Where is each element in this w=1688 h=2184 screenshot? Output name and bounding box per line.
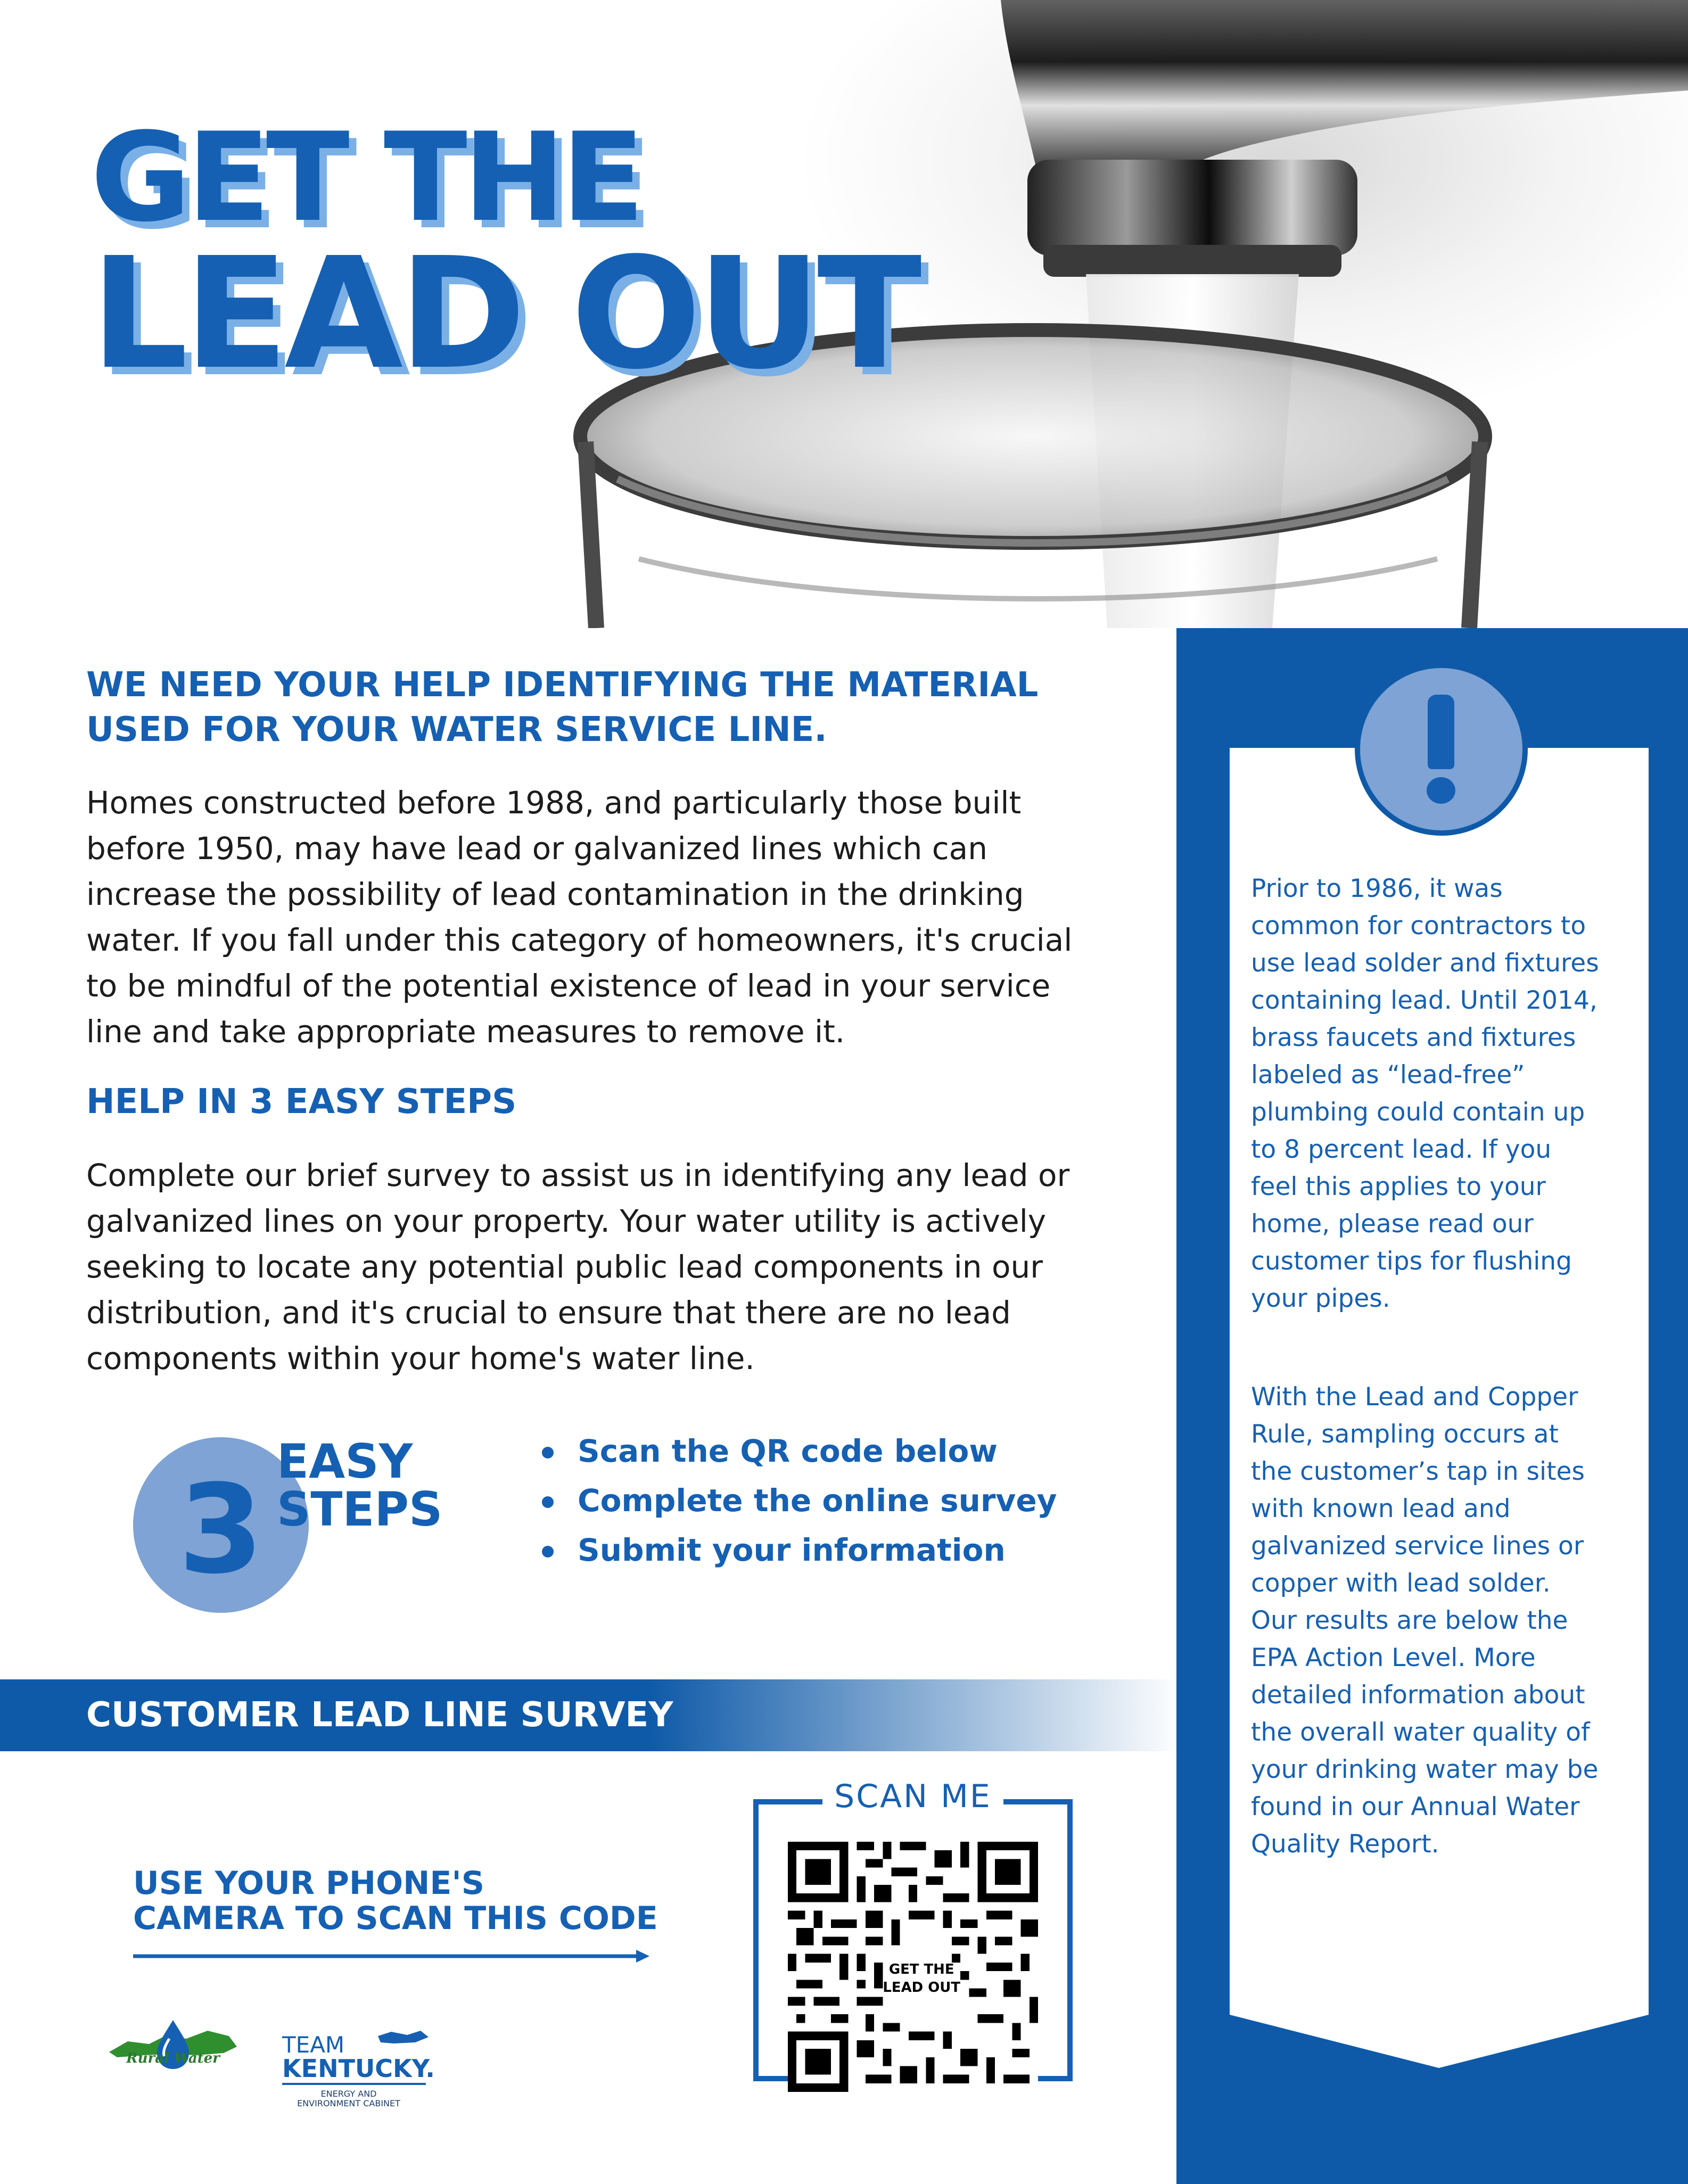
qr-logo-text: GET THE [888, 1961, 954, 1977]
lead-history-note [1251, 870, 1640, 1317]
note-line: brass faucets and fixtures [1251, 1023, 1576, 1052]
note-line: EPA Action Level. More [1251, 1643, 1536, 1672]
note-line: feel this applies to your [1251, 1172, 1546, 1201]
steps-word-easy: EASY [277, 1434, 413, 1489]
steps-number: 3 [178, 1459, 264, 1601]
note-line: to 8 percent lead. If you [1251, 1135, 1552, 1164]
exclamation-dot [1427, 777, 1455, 804]
intro-paragraph [86, 780, 1124, 1054]
heading-line: WE NEED YOUR HELP IDENTIFYING THE MATERIAL [86, 665, 1039, 705]
note-line: Quality Report. [1251, 1829, 1439, 1859]
help-steps-heading: HELP IN 3 EASY STEPS [86, 1082, 517, 1122]
paragraph-line: galvanized lines on your property. Your water utility is actively [86, 1203, 1047, 1239]
step-item [538, 1476, 1123, 1526]
paragraph-line: components within your home's water line. [86, 1340, 755, 1377]
note-line: detailed information about [1251, 1680, 1585, 1710]
note-line: home, please read our [1251, 1209, 1534, 1239]
note-line: customer tips for flushing [1251, 1247, 1572, 1276]
bullet-icon [542, 1496, 554, 1508]
paragraph-line: Homes constructed before 1988, and particularly those built [86, 785, 1022, 821]
team-kentucky-line2: KENTUCKY. [282, 2054, 435, 2083]
cabinet-line: ENVIRONMENT CABINET [297, 2098, 400, 2108]
step-label: Submit your information [578, 1532, 1006, 1568]
qr-logo-text: LEAD OUT [883, 1980, 961, 1996]
cabinet-line: ENERGY AND [320, 2089, 377, 2099]
note-line: found in our Annual Water [1251, 1792, 1580, 1822]
survey-banner-label: CUSTOMER LEAD LINE SURVEY [86, 1695, 673, 1735]
scan-me-text: SCAN ME [822, 1778, 1003, 1815]
steps-word-steps: STEPS [277, 1482, 443, 1537]
note-line: galvanized service lines or [1251, 1531, 1584, 1561]
scan-me-label [753, 1773, 1073, 1820]
paragraph-line: line and take appropriate measures to remove it. [86, 1013, 845, 1050]
paragraph-line: seeking to locate any potential public lead components in our [86, 1249, 1043, 1285]
note-line: Our results are below the [1251, 1606, 1568, 1635]
help-paragraph [86, 1152, 1124, 1381]
note-line: Rule, sampling occurs at [1251, 1420, 1559, 1449]
note-line: containing lead. Until 2014, [1251, 986, 1598, 1015]
arrow-right-icon [133, 1948, 649, 1964]
qr-code[interactable] [788, 1842, 1038, 2092]
bullet-icon [542, 1546, 554, 1557]
paragraph-line: distribution, and it's crucial to ensure that there are no lead [86, 1295, 1011, 1331]
title-line-2: LEAD OUT [90, 225, 918, 403]
scan-instruction [133, 1866, 719, 1936]
note-line: the customer’s tap in sites [1251, 1457, 1585, 1486]
steps-list [538, 1427, 1123, 1575]
note-line: with known lead and [1251, 1494, 1511, 1523]
exclamation-bar [1428, 695, 1454, 769]
lead-copper-rule-note [1251, 1379, 1640, 1863]
instruction-line: CAMERA TO SCAN THIS CODE [133, 1900, 658, 1937]
paragraph-line: increase the possibility of lead contamination in the drinking [86, 876, 1024, 912]
note-line: With the Lead and Copper [1251, 1382, 1578, 1412]
rural-water-text: Rural Water [126, 2050, 220, 2066]
note-line: Prior to 1986, it was [1251, 874, 1503, 903]
paragraph-line: Complete our brief survey to assist us in identifying any lead or [86, 1157, 1070, 1193]
note-line: use lead solder and fixtures [1251, 949, 1599, 978]
note-line: the overall water quality of [1251, 1718, 1590, 1747]
note-line: common for contractors to [1251, 911, 1586, 941]
step-item [538, 1427, 1123, 1476]
title-line-1: GET THE [90, 107, 641, 249]
heading-line: USED FOR YOUR WATER SERVICE LINE. [86, 710, 827, 749]
paragraph-line: before 1950, may have lead or galvanized lines which can [86, 830, 987, 867]
team-kentucky-line1: TEAM [282, 2032, 345, 2058]
bullet-icon [542, 1447, 554, 1458]
team-kentucky-line3 [290, 2089, 407, 2108]
note-line: your drinking water may be [1251, 1755, 1599, 1784]
note-line: copper with lead solder. [1251, 1569, 1551, 1598]
step-label: Complete the online survey [578, 1482, 1057, 1519]
note-line: your pipes. [1251, 1284, 1390, 1313]
instruction-line: USE YOUR PHONE'S [133, 1865, 484, 1902]
paragraph-line: water. If you fall under this category of homeowners, it's crucial [86, 922, 1073, 958]
step-label: Scan the QR code below [578, 1433, 998, 1469]
paragraph-line: to be mindful of the potential existence of lead in your service [86, 968, 1051, 1004]
help-identify-heading [86, 663, 1151, 752]
step-item [538, 1526, 1123, 1575]
note-line: labeled as “lead-free” [1251, 1060, 1525, 1090]
note-line: plumbing could contain up [1251, 1098, 1585, 1127]
